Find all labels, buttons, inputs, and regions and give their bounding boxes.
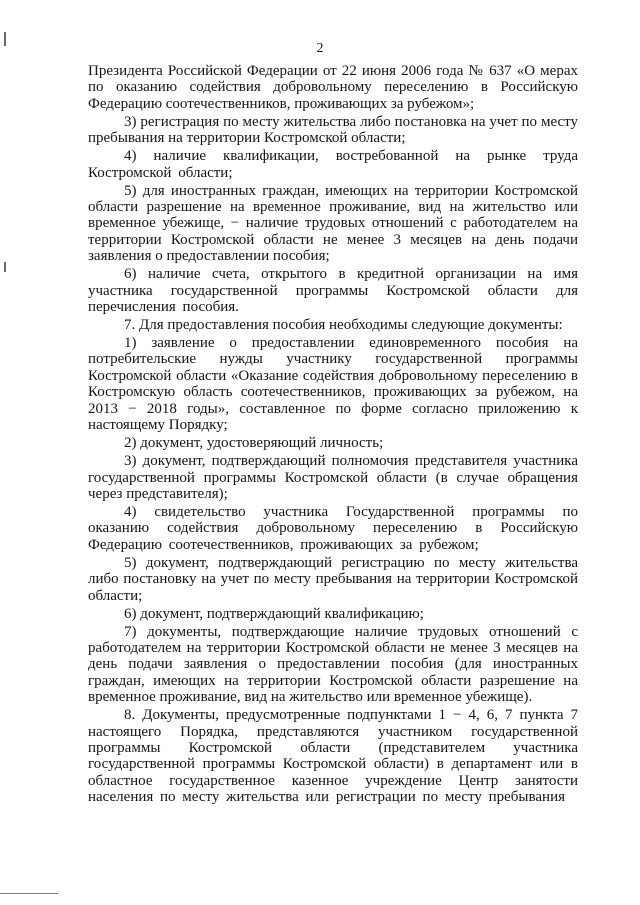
paragraph-item-3: 3) регистрация по месту жительства либо постановка на учет по месту пребывания на территории Костромской области; xyxy=(88,113,578,147)
paragraph-doc-3: 3) документ, подтверждающий полномочия представителя участника государственной программы Костромской области (в случае обращения через представителя); xyxy=(88,453,578,502)
paragraph-item-5: 5) для иностранных граждан, имеющих на территории Костромской области разрешение на временное проживание, вид на жительство или временное убежище, − наличие трудовых отношений с работодателем на территории Костромской области не менее 3 месяцев на день подачи заявления о предоставлении пособия; xyxy=(88,182,578,265)
paragraph-section-7: 7. Для предоставления пособия необходимы следующие документы: xyxy=(124,317,563,334)
paragraph-item-6: 6) наличие счета, открытого в кредитной организации на имя участника государственной программы Костромской области для перечисления пособия. xyxy=(88,266,578,316)
document-body xyxy=(88,63,578,807)
paragraph-doc-7: 7) документы, подтверждающие наличие трудовых отношений с работодателем на территории Костромской области не менее 3 месяцев на день подачи заявления о предоставлении пособия (для иностранных граждан, имеющих на территории Костромской области разрешение на временное проживание, вид на жительство или временное убежище). xyxy=(88,623,578,706)
page-number: 2 xyxy=(316,41,324,56)
paragraph-section-8: 8. Документы, предусмотренные подпунктами 1 − 4, 6, 7 пункта 7 настоящего Порядка, представляются участником государственной программы Костромской области (представителем участника государственной программы Костромской области) в департамент или в областное государственное казенное учреждение Центр занятости населения по месту жительства или регистрации по месту пребывания xyxy=(88,707,578,806)
paragraph-doc-5: 5) документ, подтверждающий регистрацию по месту жительства либо постановку на учет по месту пребывания на территории Костромской области; xyxy=(88,554,578,604)
paragraph-doc-6: 6) документ, подтверждающий квалификацию; xyxy=(124,605,424,622)
left-margin-mark-middle xyxy=(4,262,6,272)
paragraph-continuation: Президента Российской Федерации от 22 июня 2006 года № 637 «О мерах по оказанию содействия добровольному переселению в Российскую Федерацию соотечественников, проживающих за рубежом»; xyxy=(88,63,578,112)
footer-rule xyxy=(0,893,58,894)
paragraph-item-4: 4) наличие квалификации, востребованной на рынке труда Костромской области; xyxy=(88,148,578,181)
paragraph-doc-1: 1) заявление о предоставлении единовременного пособия на потребительские нужды участнику государственной программы Костромской области «Оказание содействия добровольному переселению в Костромскую область соотечественников, проживающих за рубежом, на 2013 − 2018 годы», составленное по форме согласно приложению к настоящему Порядку; xyxy=(88,335,578,434)
paragraph-doc-4: 4) свидетельство участника Государственной программы по оказанию содействия добровольному переселению в Российскую Федерацию соотечественников, проживающих за рубежом; xyxy=(88,503,578,553)
paragraph-doc-2: 2) документ, удостоверяющий личность; xyxy=(124,435,384,452)
